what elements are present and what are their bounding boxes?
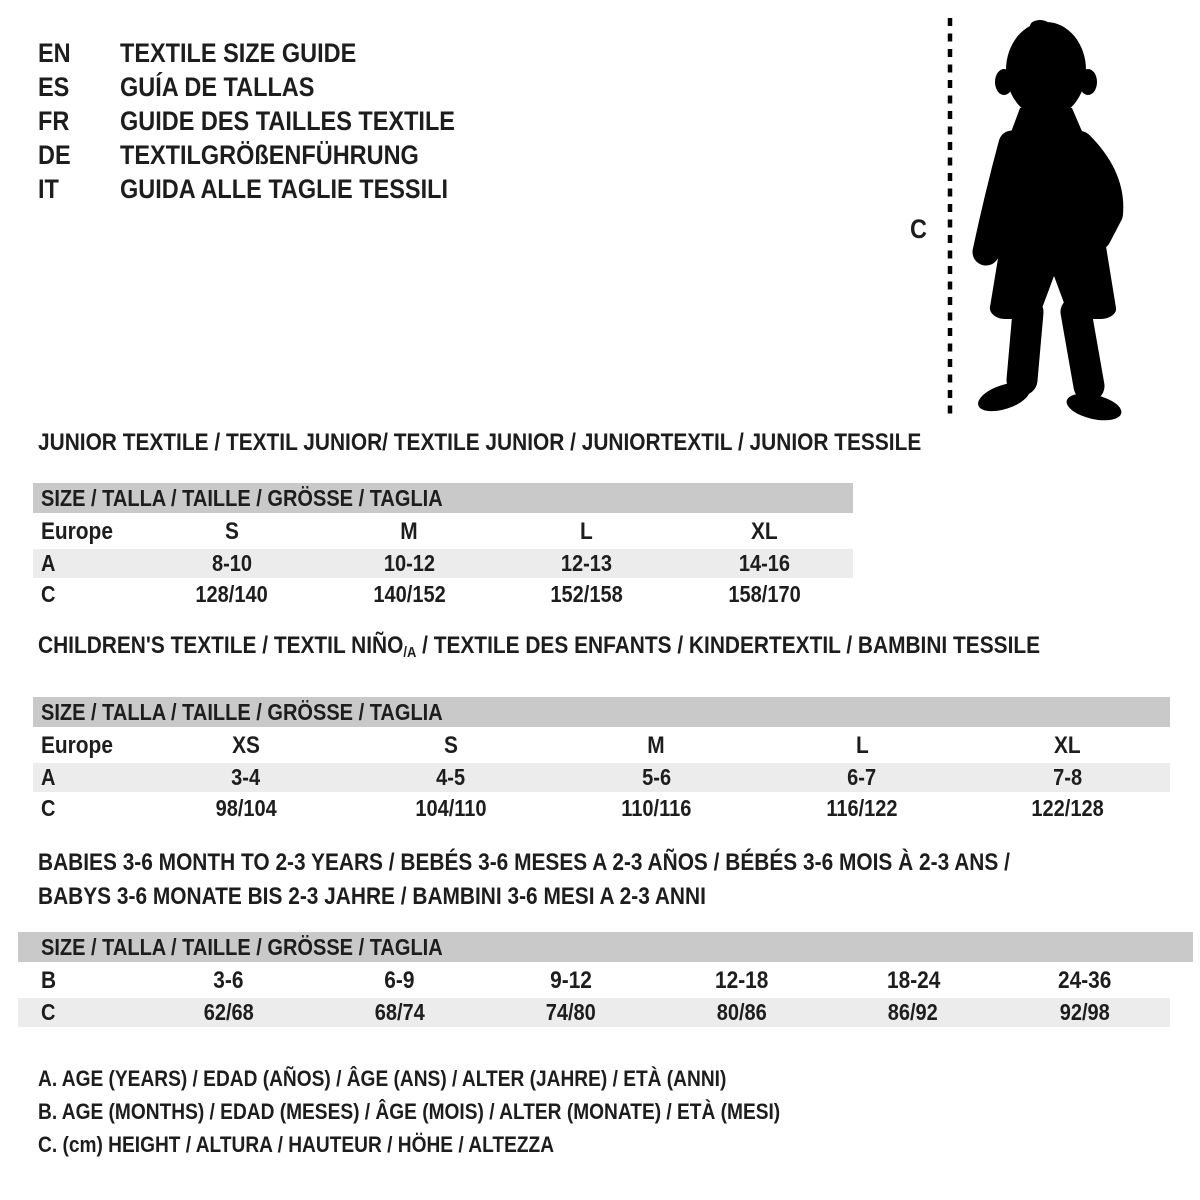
size-value: S bbox=[224, 518, 239, 545]
lang-title: GUIDE DES TAILLES TEXTILE bbox=[120, 106, 455, 136]
size-value: 152/158 bbox=[550, 581, 623, 607]
size-value: 12-18 bbox=[715, 967, 769, 994]
size-value: 140/152 bbox=[373, 581, 446, 607]
size-value: S bbox=[444, 732, 459, 760]
size-value: L bbox=[580, 518, 594, 545]
size-value: 6-9 bbox=[384, 967, 415, 994]
row-label: C bbox=[41, 795, 56, 822]
table-row bbox=[33, 516, 853, 547]
row-label: A bbox=[41, 764, 56, 791]
children-textile-table bbox=[33, 633, 1170, 823]
size-value: 104/110 bbox=[415, 795, 487, 822]
size-value: 18-24 bbox=[886, 967, 940, 994]
lang-code: ES bbox=[38, 72, 70, 102]
size-value: 92/98 bbox=[1059, 999, 1110, 1025]
babies-table-title-line1: BABIES 3-6 MONTH TO 2-3 YEARS / BEBÉS 3-6 MESES A 2-3 AÑOS / BÉBÉS 3-6 MOIS À 2-3 ANS / bbox=[38, 849, 1010, 876]
row-label: A bbox=[41, 550, 56, 576]
lang-title: TEXTILE SIZE GUIDE bbox=[120, 38, 357, 68]
size-value: 3-4 bbox=[231, 764, 261, 791]
lang-row-de bbox=[38, 138, 505, 172]
size-value: M bbox=[647, 732, 666, 760]
size-value: 9-12 bbox=[550, 967, 592, 994]
lang-title: GUIDA ALLE TAGLIE TESSILI bbox=[120, 174, 448, 204]
size-value: XS bbox=[231, 732, 260, 760]
size-value: 7-8 bbox=[1052, 764, 1082, 791]
size-value: XL bbox=[1053, 732, 1081, 760]
table-row bbox=[33, 794, 1170, 823]
babies-textile-table bbox=[33, 850, 1170, 1027]
row-label: Europe bbox=[41, 518, 113, 545]
size-header-bar: SIZE / TALLA / TAILLE / GRÖSSE / TAGLIA bbox=[18, 932, 1193, 962]
height-measure-label: C bbox=[910, 214, 927, 244]
table-row bbox=[33, 580, 853, 609]
size-value: XL bbox=[750, 518, 778, 545]
size-value: 4-5 bbox=[436, 764, 466, 791]
lang-row-it bbox=[38, 172, 505, 206]
size-value: 62/68 bbox=[203, 999, 254, 1025]
size-value: 6-7 bbox=[847, 764, 877, 791]
lang-title: TEXTILGRÖßENFÜHRUNG bbox=[120, 140, 419, 170]
size-value: 98/104 bbox=[215, 795, 277, 822]
table-row bbox=[33, 763, 1170, 792]
legend-block bbox=[38, 1062, 891, 1161]
table-row bbox=[18, 998, 1170, 1027]
junior-textile-table bbox=[33, 429, 922, 609]
lang-code: EN bbox=[38, 38, 71, 68]
size-value: 80/86 bbox=[717, 999, 768, 1025]
lang-row-es bbox=[38, 70, 505, 104]
size-value: L bbox=[855, 732, 869, 760]
size-header-bar: SIZE / TALLA / TAILLE / GRÖSSE / TAGLIA bbox=[33, 483, 853, 513]
baby-figure-shape bbox=[975, 20, 1124, 424]
size-value: 3-6 bbox=[213, 967, 244, 994]
children-table-title: CHILDREN'S TEXTILE / TEXTIL NIÑO/A / TEXTILE DES ENFANTS / KINDERTEXTIL / BAMBINI TESSILE bbox=[38, 632, 1041, 662]
row-label: C bbox=[41, 581, 56, 607]
row-label: C bbox=[41, 999, 56, 1025]
table-row bbox=[33, 965, 1170, 996]
size-value: 116/122 bbox=[826, 795, 898, 822]
size-value: 128/140 bbox=[195, 581, 268, 607]
lang-code: IT bbox=[38, 174, 59, 204]
babies-table-title-line2: BABYS 3-6 MONATE BIS 2-3 JAHRE / BAMBINI 3-6 MESI A 2-3 ANNI bbox=[38, 883, 706, 910]
size-header-bar: SIZE / TALLA / TAILLE / GRÖSSE / TAGLIA bbox=[33, 697, 1170, 727]
legend-age-months: B. AGE (MONTHS) / EDAD (MESES) / ÂGE (MOIS) / ALTER (MONATE) / ETÀ (MESI) bbox=[38, 1099, 781, 1124]
size-value: 24-36 bbox=[1057, 967, 1112, 994]
legend-age-years: A. AGE (YEARS) / EDAD (AÑOS) / ÂGE (ANS) / ALTER (JAHRE) / ETÀ (ANNI) bbox=[38, 1066, 727, 1091]
size-value: 14-16 bbox=[738, 550, 790, 576]
size-value: 158/170 bbox=[728, 581, 801, 607]
size-value: 86/92 bbox=[888, 999, 939, 1025]
lang-row-en bbox=[38, 36, 505, 70]
baby-silhouette bbox=[880, 8, 1180, 424]
size-value: 5-6 bbox=[642, 764, 671, 791]
language-title-block bbox=[38, 36, 505, 206]
size-value: 74/80 bbox=[545, 999, 596, 1025]
lang-row-fr bbox=[38, 104, 505, 138]
lang-code: DE bbox=[38, 140, 71, 170]
table-row bbox=[33, 549, 853, 578]
row-label: Europe bbox=[41, 732, 113, 760]
size-value: M bbox=[400, 518, 418, 545]
table-row bbox=[33, 730, 1170, 761]
size-value: 8-10 bbox=[211, 550, 252, 576]
size-value: 10-12 bbox=[383, 550, 435, 576]
row-label: B bbox=[41, 967, 57, 994]
title-subscript: /A bbox=[403, 645, 417, 662]
legend-height-cm: C. (cm) HEIGHT / ALTURA / HAUTEUR / HÖHE / ALTEZZA bbox=[38, 1132, 555, 1157]
size-value: 110/116 bbox=[621, 795, 692, 822]
junior-table-title: JUNIOR TEXTILE / TEXTIL JUNIOR/ TEXTILE JUNIOR / JUNIORTEXTIL / JUNIOR TESSILE bbox=[38, 429, 922, 456]
lang-title: GUÍA DE TALLAS bbox=[120, 72, 315, 102]
size-value: 68/74 bbox=[374, 999, 425, 1025]
size-value: 122/128 bbox=[1031, 795, 1104, 822]
size-value: 12-13 bbox=[561, 550, 613, 576]
lang-code: FR bbox=[38, 106, 70, 136]
